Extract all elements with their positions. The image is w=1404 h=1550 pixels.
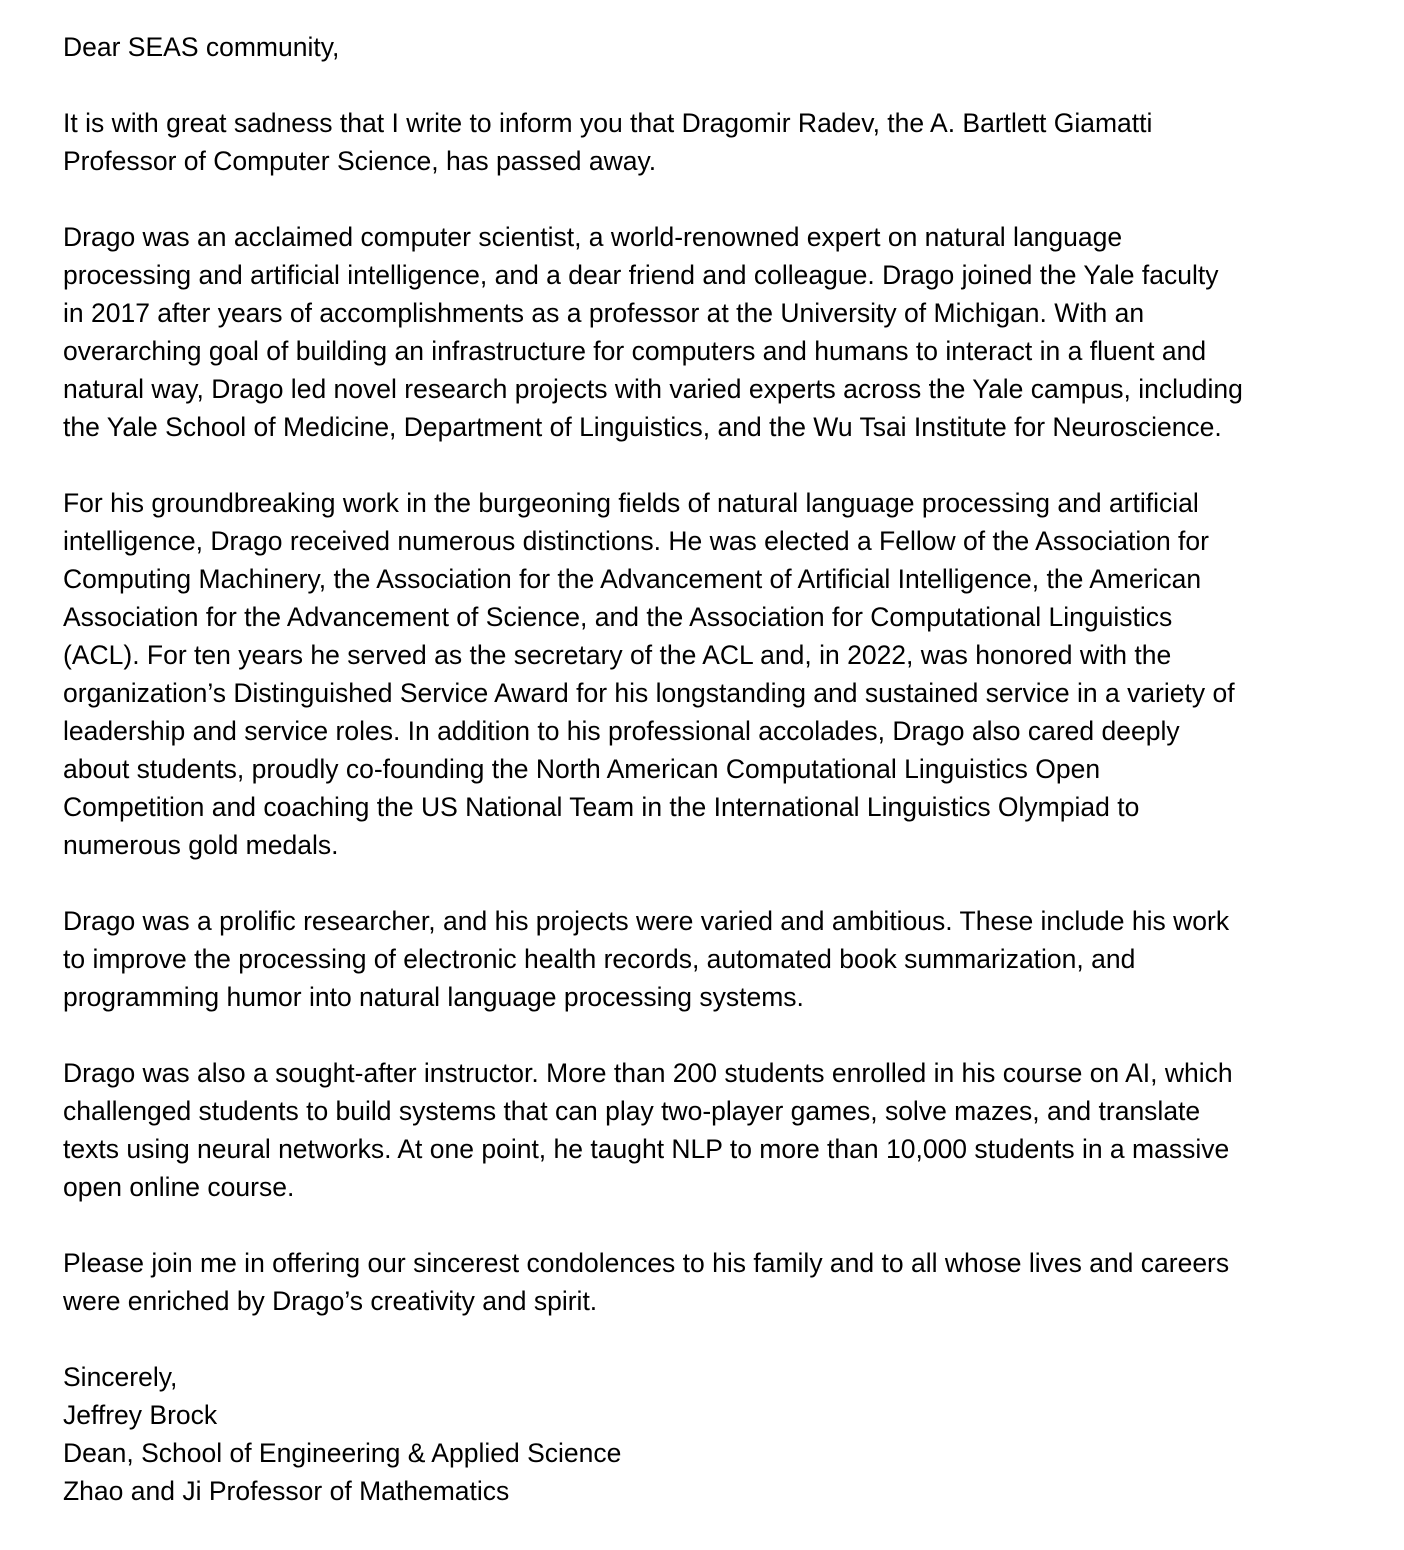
greeting-text: Dear SEAS community, xyxy=(63,32,340,62)
paragraph-line: (ACL). For ten years he served as the secretary of the ACL and, in 2022, was honored with the xyxy=(63,640,1172,670)
paragraph-line: to improve the processing of electronic health records, automated book summarization, and xyxy=(63,944,1136,974)
paragraph-research xyxy=(63,902,1373,1016)
paragraph-background xyxy=(63,218,1373,446)
paragraph-line: programming humor into natural language processing systems. xyxy=(63,982,804,1012)
signature-block xyxy=(63,1358,1373,1510)
signer-name: Jeffrey Brock xyxy=(63,1400,218,1430)
paragraph-line: Drago was also a sought-after instructor. More than 200 students enrolled in his course on AI, which xyxy=(63,1058,1233,1088)
paragraph-line: Computing Machinery, the Association for the Advancement of Artificial Intelligence, the American xyxy=(63,564,1202,594)
paragraph-line: leadership and service roles. In addition to his professional accolades, Drago also cared deeply xyxy=(63,716,1180,746)
paragraph-line: open online course. xyxy=(63,1172,295,1202)
paragraph-line: texts using neural networks. At one point, he taught NLP to more than 10,000 students in a massive xyxy=(63,1134,1230,1164)
paragraph-line: Drago was a prolific researcher, and his projects were varied and ambitious. These include his work xyxy=(63,906,1230,936)
closing: Sincerely, xyxy=(63,1362,178,1392)
paragraph-line: Association for the Advancement of Science, and the Association for Computational Linguistics xyxy=(63,602,1173,632)
paragraph-line: in 2017 after years of accomplishments as a professor at the University of Michigan. With an xyxy=(63,298,1145,328)
greeting xyxy=(63,28,1373,66)
paragraph-line: challenged students to build systems that can play two-player games, solve mazes, and translate xyxy=(63,1096,1201,1126)
paragraph-announcement xyxy=(63,104,1373,180)
signer-title: Dean, School of Engineering & Applied Science xyxy=(63,1438,622,1468)
paragraph-line: organization’s Distinguished Service Award for his longstanding and sustained service in a variety of xyxy=(63,678,1235,708)
paragraph-line: Please join me in offering our sincerest condolences to his family and to all whose lives and careers xyxy=(63,1248,1230,1278)
paragraph-condolences xyxy=(63,1244,1373,1320)
paragraph-line: Drago was an acclaimed computer scientist, a world-renowned expert on natural language xyxy=(63,222,1123,252)
paragraph-line: Professor of Computer Science, has passed away. xyxy=(63,146,657,176)
signer-title: Zhao and Ji Professor of Mathematics xyxy=(63,1476,510,1506)
paragraph-line: Competition and coaching the US National Team in the International Linguistics Olympiad to xyxy=(63,792,1140,822)
paragraph-line: numerous gold medals. xyxy=(63,830,339,860)
paragraph-line: intelligence, Drago received numerous distinctions. He was elected a Fellow of the Association for xyxy=(63,526,1209,556)
paragraph-line: For his groundbreaking work in the burgeoning fields of natural language processing and artificial xyxy=(63,488,1199,518)
paragraph-distinctions xyxy=(63,484,1373,864)
paragraph-line: processing and artificial intelligence, and a dear friend and colleague. Drago joined the Yale faculty xyxy=(63,260,1219,290)
paragraph-line: were enriched by Drago’s creativity and spirit. xyxy=(63,1286,598,1316)
paragraph-line: It is with great sadness that I write to inform you that Dragomir Radev, the A. Bartlett Giamatti xyxy=(63,108,1153,138)
paragraph-line: about students, proudly co-founding the North American Computational Linguistics Open xyxy=(63,754,1101,784)
letter-body xyxy=(63,28,1373,1548)
paragraph-line: natural way, Drago led novel research projects with varied experts across the Yale campus, including xyxy=(63,374,1243,404)
paragraph-line: overarching goal of building an infrastructure for computers and humans to interact in a fluent and xyxy=(63,336,1207,366)
paragraph-teaching xyxy=(63,1054,1373,1206)
paragraph-line: the Yale School of Medicine, Department of Linguistics, and the Wu Tsai Institute for Neuroscience. xyxy=(63,412,1222,442)
